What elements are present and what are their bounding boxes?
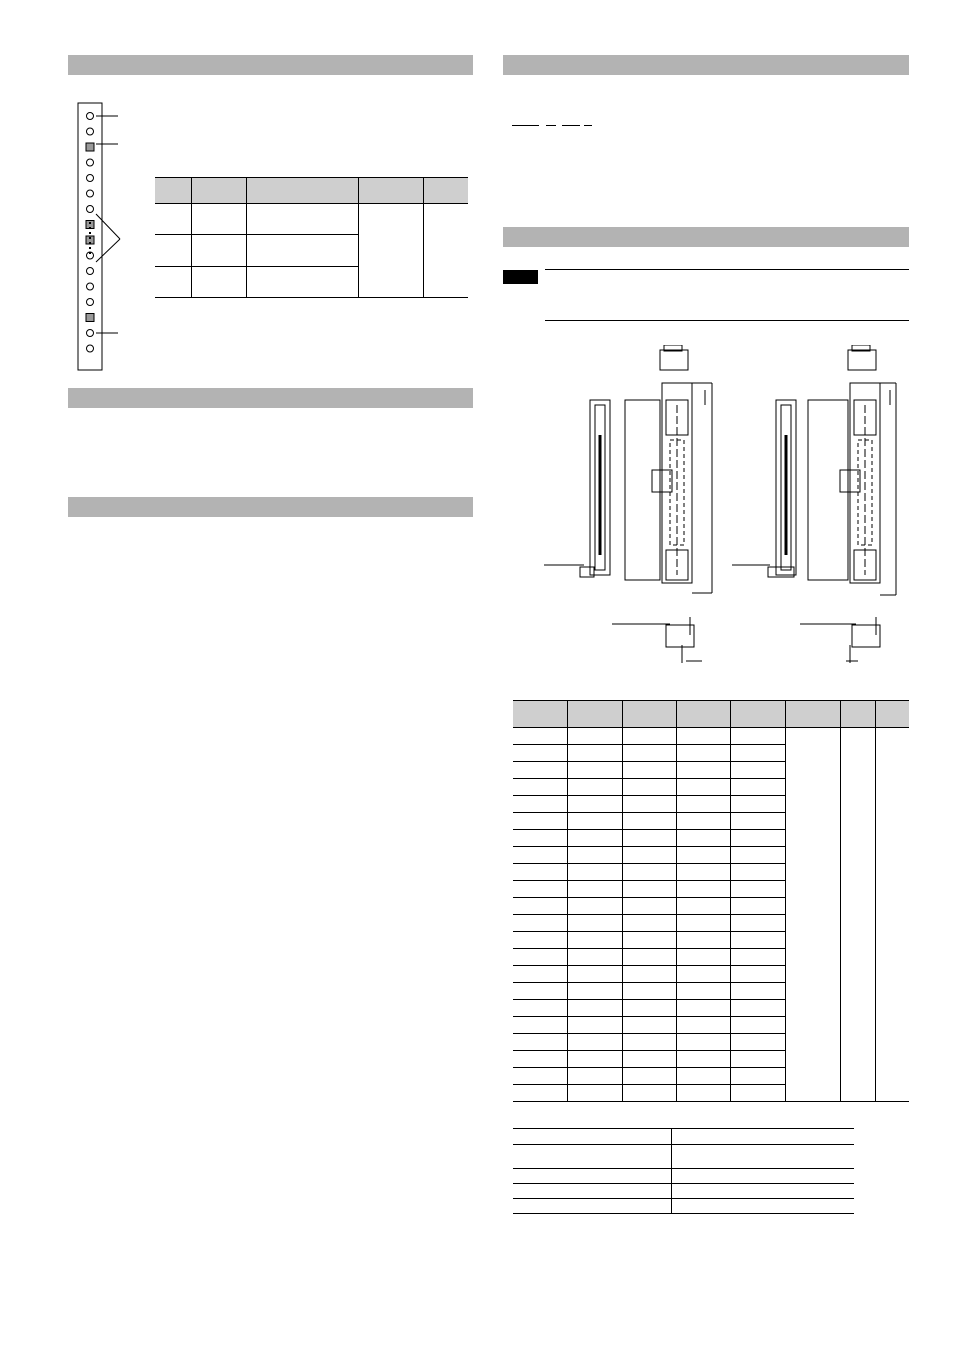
- table-cell: [513, 1034, 568, 1051]
- table-cell: [622, 898, 676, 915]
- table-cell: [622, 932, 676, 949]
- underline-mark: [546, 125, 556, 126]
- table-cell: [155, 235, 191, 267]
- table-cell: [731, 796, 785, 813]
- table-cell: [622, 983, 676, 1000]
- table-cell: [731, 864, 785, 881]
- table-cell: [731, 847, 785, 864]
- table-cell: [513, 762, 568, 779]
- table-cell: [513, 864, 568, 881]
- table-cell: [191, 204, 246, 235]
- header-cell: [513, 701, 568, 728]
- table-cell: [622, 728, 676, 745]
- section-bar-dimensions: [503, 227, 909, 247]
- table-cell: [568, 779, 622, 796]
- table-cell: [513, 1145, 672, 1169]
- table-row: [513, 1145, 854, 1169]
- table-cell-merged: [359, 204, 424, 298]
- table-cell: [246, 267, 359, 298]
- table-cell: [677, 762, 731, 779]
- header-cell: [841, 701, 875, 728]
- table-cell: [513, 830, 568, 847]
- table-cell: [672, 1199, 855, 1214]
- header-cell: [785, 701, 840, 728]
- table-cell: [677, 966, 731, 983]
- table-cell: [513, 779, 568, 796]
- table-cell: [191, 267, 246, 298]
- header-cell: [246, 178, 359, 204]
- table-cell: [677, 1085, 731, 1102]
- table-cell: [622, 847, 676, 864]
- table-cell: [672, 1169, 855, 1184]
- underline-mark: [584, 125, 592, 126]
- circle-outline-icon: [87, 206, 94, 213]
- table-cell: [568, 847, 622, 864]
- table-cell: [677, 1000, 731, 1017]
- table-cell: [568, 1051, 622, 1068]
- table-cell: [677, 1034, 731, 1051]
- table-cell: [731, 932, 785, 949]
- header-cell: [875, 701, 909, 728]
- circle-outline-icon: [87, 128, 94, 135]
- table-cell: [513, 1085, 568, 1102]
- section-bar-right-1: [503, 55, 909, 75]
- table-cell: [568, 830, 622, 847]
- table-cell: [155, 204, 191, 235]
- table-cell: [677, 864, 731, 881]
- table-cell: [513, 915, 568, 932]
- note-rule-bottom: [545, 320, 909, 321]
- table-cell: [677, 745, 731, 762]
- table-row: [155, 204, 468, 235]
- drawing-left: [544, 345, 712, 663]
- table-cell: [731, 966, 785, 983]
- table-cell: [731, 779, 785, 796]
- table-cell: [672, 1184, 855, 1199]
- table-cell: [568, 1017, 622, 1034]
- indicator-strip-diagram: [70, 96, 130, 378]
- table-cell: [731, 728, 785, 745]
- circle-outline-icon: [87, 268, 94, 275]
- table-cell: [513, 728, 568, 745]
- header-cell: [622, 701, 676, 728]
- table-cell: [677, 949, 731, 966]
- table-cell: [677, 898, 731, 915]
- table-cell: [513, 1051, 568, 1068]
- table-cell: [568, 1085, 622, 1102]
- table-cell: [568, 898, 622, 915]
- table-cell: [622, 881, 676, 898]
- table-cell: [568, 1068, 622, 1085]
- table-cell: [731, 1085, 785, 1102]
- header-cell: [424, 178, 468, 204]
- table-cell: [568, 966, 622, 983]
- table-cell: [513, 1129, 672, 1145]
- header-cell: [155, 178, 191, 204]
- table-cell: [731, 1000, 785, 1017]
- table-cell-merged: [785, 728, 840, 1102]
- circle-outline-icon: [87, 190, 94, 197]
- table-cell: [155, 267, 191, 298]
- circle-outline-icon: [87, 299, 94, 306]
- table-cell: [568, 864, 622, 881]
- table-cell-merged: [875, 728, 909, 1102]
- table-cell: [677, 796, 731, 813]
- table-cell: [513, 813, 568, 830]
- square-filled-icon: [86, 314, 94, 322]
- table-cell: [246, 204, 359, 235]
- table-cell: [731, 983, 785, 1000]
- table-cell: [513, 949, 568, 966]
- table-cell: [568, 915, 622, 932]
- note-tag: [503, 270, 538, 284]
- circle-outline-icon: [87, 175, 94, 182]
- table-cell: [513, 966, 568, 983]
- table-cell: [568, 762, 622, 779]
- table-cell: [622, 966, 676, 983]
- table-cell: [568, 983, 622, 1000]
- table-cell: [622, 762, 676, 779]
- table-cell: [731, 1034, 785, 1051]
- table-cell-merged: [841, 728, 875, 1102]
- table-cell: [731, 881, 785, 898]
- table-cell: [191, 235, 246, 267]
- table-cell: [513, 1184, 672, 1199]
- table-cell-merged: [424, 204, 468, 298]
- indicator-table-header: [155, 178, 468, 204]
- table-cell: [568, 728, 622, 745]
- circle-outline-icon: [87, 345, 94, 352]
- circle-outline-icon: [87, 283, 94, 290]
- table-cell: [622, 1068, 676, 1085]
- table-cell: [677, 847, 731, 864]
- underline-mark: [512, 125, 539, 126]
- table-cell: [731, 949, 785, 966]
- square-filled-icon: [86, 143, 94, 151]
- table-cell: [622, 915, 676, 932]
- table-cell: [731, 898, 785, 915]
- table-cell: [677, 983, 731, 1000]
- table-cell: [622, 949, 676, 966]
- note-rule-top: [545, 269, 909, 270]
- header-cell: [359, 178, 424, 204]
- table-cell: [731, 915, 785, 932]
- underline-mark: [562, 125, 580, 126]
- table-cell: [568, 881, 622, 898]
- table-cell: [677, 1017, 731, 1034]
- section-bar-left-2: [68, 388, 473, 408]
- table-cell: [513, 745, 568, 762]
- table-cell: [672, 1145, 855, 1169]
- table-cell: [568, 949, 622, 966]
- header-cell: [568, 701, 622, 728]
- table-row: [513, 1184, 854, 1199]
- table-row: [513, 1129, 854, 1145]
- table-cell: [677, 1051, 731, 1068]
- header-cell: [677, 701, 731, 728]
- table-cell: [622, 1000, 676, 1017]
- table-cell: [513, 847, 568, 864]
- table-cell: [677, 830, 731, 847]
- table-cell: [622, 1017, 676, 1034]
- table-cell: [672, 1129, 855, 1145]
- table-row: [513, 728, 909, 745]
- table-cell: [622, 1034, 676, 1051]
- table-cell: [622, 864, 676, 881]
- circle-outline-icon: [87, 159, 94, 166]
- table-cell: [513, 1169, 672, 1184]
- table-cell: [513, 796, 568, 813]
- table-row: [513, 1199, 854, 1214]
- dimension-table-header: [513, 701, 909, 728]
- table-cell: [622, 745, 676, 762]
- header-cell: [191, 178, 246, 204]
- table-cell: [677, 932, 731, 949]
- table-cell: [568, 932, 622, 949]
- table-cell: [622, 796, 676, 813]
- circle-outline-icon: [87, 330, 94, 337]
- table-cell: [731, 1068, 785, 1085]
- table-cell: [731, 813, 785, 830]
- drawing-right: [732, 345, 896, 663]
- dimension-drawing: [540, 345, 910, 665]
- table-cell: [622, 1051, 676, 1068]
- table-cell: [677, 915, 731, 932]
- table-cell: [568, 1034, 622, 1051]
- table-cell: [677, 779, 731, 796]
- spec-table: [513, 1128, 854, 1214]
- table-cell: [622, 1085, 676, 1102]
- table-cell: [622, 830, 676, 847]
- table-cell: [731, 745, 785, 762]
- table-cell: [677, 813, 731, 830]
- indicator-table: [155, 177, 468, 298]
- table-cell: [622, 813, 676, 830]
- table-cell: [513, 881, 568, 898]
- table-cell: [513, 1199, 672, 1214]
- circle-outline-icon: [87, 113, 94, 120]
- table-cell: [513, 898, 568, 915]
- table-cell: [568, 813, 622, 830]
- table-cell: [568, 796, 622, 813]
- table-cell: [677, 1068, 731, 1085]
- table-cell: [513, 983, 568, 1000]
- table-row: [513, 1169, 854, 1184]
- table-cell: [677, 728, 731, 745]
- dimension-table: [513, 700, 909, 1102]
- table-cell: [513, 1017, 568, 1034]
- table-cell: [731, 1017, 785, 1034]
- table-cell: [731, 1051, 785, 1068]
- table-cell: [513, 1068, 568, 1085]
- table-cell: [513, 1000, 568, 1017]
- section-bar-left-3: [68, 497, 473, 517]
- table-cell: [731, 762, 785, 779]
- table-cell: [568, 745, 622, 762]
- section-bar-indicators: [68, 55, 473, 75]
- table-cell: [568, 1000, 622, 1017]
- table-cell: [731, 830, 785, 847]
- table-cell: [677, 881, 731, 898]
- table-cell: [622, 779, 676, 796]
- header-cell: [731, 701, 785, 728]
- table-cell: [246, 235, 359, 267]
- table-cell: [513, 932, 568, 949]
